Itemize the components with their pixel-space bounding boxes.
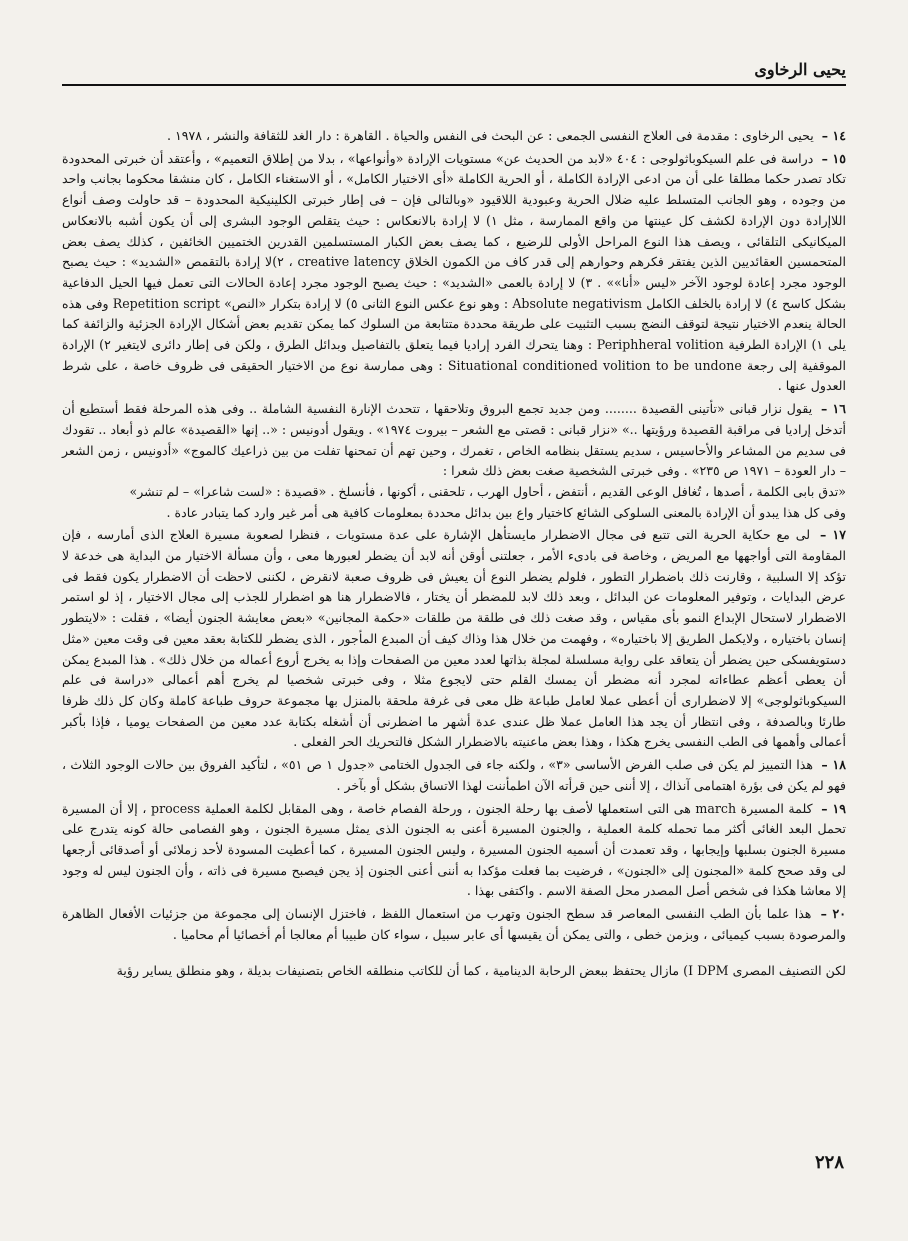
note-number: ١٥ – (821, 150, 846, 166)
note-text: لى مع حكاية الحرية التى تتبع فى مجال الاضطرار مايستأهل الإشارة على عدة مستويات ، فنظرا لصعوبة مسيرة العلاج الذى أمارسه ، فإن المقاومة التى أواجهها مع المريض ، وخاصة فى بادىء الأمر ، جعلتنى أوقن أنه لابد أن يضطر لعبورها معى ، وأن مسألة الاختيار من البداية هى خدعة لا تؤكد إلا السلبية ، وقارنت ذلك باضطرار التطور ، فلولم يضطر النوع أن يعيش فى ظروف صعبة لانقرض ، لكننى لاحظت أن الاضطرار يكون فقط فى عرض البدايات ، وتوفير المعلومات عن البدائل ، وبعد ذلك لابد للمضطر أن يختار ، فالاضطرار هنا هو اضطرار للجذب إلى مجال الاختيار ، إذ لو استمر الاضطرار لاستحال الإبداع النمو بأى مقياس ، وقد صغت ذلك فى طلقة من طلقات «حكمة المجانين» «بعض معايشة الجنون أيضا» ، فقلت : «لايتطور إنسان باختياره ، ولايكمل الطريق إلا باختياره» ، وفهمت من خلال هذا وذاك كيف أن المبدع المأجور ، الذى يضطر للكتابة بعقد معين فى وقت معين «مثل دستويفسكى حين يضطر أن يتعاقد على رواية مسلسلة لمجلة بذاتها لعدد معين من الصفحات وإذا به يخرج أروع أعماله من خلال ذلك» . هذا المبدع يمكن أن يعطى أعظم عطاءاته لمجرد أنه مضطر أن يمسك القلم حتى لايجوع مثلا ، وفى خبرتى شخصيا لم يخرج أهم أعمالى «دراسة فى علم السيكوباثولوجى» إلا لاضطرارى أن أعطى عملا لعامل طباعة ظل معى فى غرفة ملحقة بالمنزل بها مجموعة حروف طباعة كاملة وكان كل ذلك ظرفا طارئا وبالصدفة ، وفى انتظار أن يجد هذا العامل عملا ظل عندى عدة أشهر ما اضطرنى أن أشغله بكتابة عدد معين من الصفحات يوميا ، فإذا بأكبر أعمالى وأهمها فى الطب النفسى يخرج هكذا ، وهذا بعض ماعنيته بالاضطرار الشكل فالتحريك الحر الفعلى . (62, 527, 846, 750)
note-text: دراسة فى علم السيكوباثولوجى : ٤٠٤ «لابد من الحديث عن» مستويات الإرادة «وأنواعها» ، بدلا من إطلاق التعميم» ، وأعتقد أن خبرتى المحدودة تكاد تصدر حكما مطلقا على أن من ادعى الإرادة الكاملة ، أو الحرية الكاملة «أى الاختيار الكامل» ، أو الاستغناء الكامل ، كان منشقا محكوما بجانب واحد من وجوده ، وهو الجانب المتسلط عليه ضلال الحرية وعبودية اللاقيود «وبالتالى فإن – فى إطار خبرتى الكلينيكية المحدودة – قد حاولت وصف أنواع اللاإرادة دون الإرادة لكشف كل عينتها من واقع الممارسة ، مثل ١) لا إرادة بالانعكاس : حيث يتقلص الوجود البشرى إلى أن يكون أشبه بالانعكاس الميكانيكى التلقائى ، ويصف هذا النوع المراحل الأولى للرضيع ، كما يصف بعض الكبار المستسلمين القدرين الختميين الخائفين ، كذلك يصف بعض المتحمسين العقائديين الذين يفتقر فكرهم وحوارهم إلى قدر كاف من الكمون الخلاق creative latency ، ٢)لا إرادة بالتقمص «الشديد» : حيث يصبح الوجود مجرد إعادة لوجود الآخر «ليس «أنا»» . ٣) لا إرادة بالعمى «الشديد» : حيث يصبح الوجود مجرد إعادة الحالات التى تعمل فيها الحيل الدفاعية بشكل كاسح ٤) لا إرادة بالخلف الكامل Absolute negativism : وهو نوع عكس النوع الثانى ٥) لا إرادة بتكرار «النص» Repetition script وفى هذه الحالة ينعدم الاختيار نتيجة لتوقف النضج بسبب التثبيت على طريقة محددة متتابعة من السلوك كما يمكن تقديم بعض أشكال الإرادة الجزئية والزائفة كما يلى ١) الإرادة الطرفية Periphheral volition : وهنا يتحرك الفرد إراديا فيما يتعلق بالتفاصيل وبدائل الطرق ، ولكن فى إطار دائرى لايتغير ٢) الإرادة الموقفية إلى رجعة Situational conditioned volition to be undone : وهى ممارسة نوع من الاختيار الحقيقى فى ظروف خاصة ، على شرط العدول عنها . (62, 150, 847, 394)
note-number: ١٩ – (821, 800, 846, 816)
running-header (62, 58, 846, 86)
note-number: ١٤ – (821, 128, 846, 143)
note-text: كلمة المسيرة march هى التى استعملها لأصف بها رحلة الجنون ، ورحلة الفصام خاصة ، وهى المقابل لكلمة العملية process ، إلا أن المسيرة تحمل البعد الغائى أكثر مما تحمله كلمة العملية ، والجنون المسيرة أعنى به الجنون الذى يمثل مسيرة الجنون ، وهو الفصامى حالة كونه يتدرج على مسيرة الجنون بسلبها وإيجابها ، وقد تعمدت أن أسميه الجنون المسيرة ، وليس الجنون المسيرة ، كما أعطيت المسودة لأحد زملائى أو أصدقائى أرجعها لى وقد صحح كلمة «المجنون إلى «الجنون» ، فرضيت بما فعلت مؤكدا به أننى أعنى الجنون إذ يجن فيصبح مسيرة فى ذاته ، وأن الجنون ليس له وجود إلا معاشا هكذا فى شخص أصل المصدر محل الصفة الاسم . واكتفى بهذا . (62, 800, 846, 899)
note-text: هذا علما بأن الطب النفسى المعاصر قد سطح الجنون وتهرب من استعمال اللفظ ، فاختزل الإنسان إلى مجموعة من جزئيات الأفعال الظاهرة والمرصودة بسبب كيميائى ، وبزمن خطى ، والتى يمكن أن يقيسها أى عابر سبيل ، سواء كان طبيبا أم معالجا أم أخصائيا أم محاميا . (62, 906, 846, 942)
note-text: يقول نزار قبانى «تأتينى القصيدة ........ ومن جديد تجمع البروق وتلاحقها ، تتحدث الإنارة النفسية الشاملة .. وفى هذه المرحلة فقط أستطيع أن أتدخل إراديا فى مراقبة القصيدة ورؤيتها ..» «نزار قبانى : قصتى مع الشعر – بيروت ١٩٧٤» . ويقول أدونيس : «.. إنها «القصيدة» عالم ذو أبعاد .. تقودك فى سديم من المشاعر والأحاسيس ، سديم يستقل بنظامه الخاص ، تغمرك ، وحين تهم أن تمحنها تفلت من بين ذراعيك كالموج» «أدونيس ، زمن الشعر – دار العودة – ١٩٧١ ص ٢٣٥» . وفى خبرتى الشخصية صغت بعض ذلك شعرا : (62, 401, 846, 479)
note-15 (62, 149, 846, 397)
note-number: ٢٠ – (820, 906, 846, 922)
note-16 (62, 399, 846, 523)
note-number: ١٧ – (819, 527, 846, 543)
note-continuation: وفى كل هذا يبدو أن الإرادة بالمعنى السلوكى الشائع كاختيار واع بين بدائل محددة بمعلومات كافية هى أمر غير وارد كما يتبادر عادة . (166, 504, 846, 520)
note-number: ١٦ – (821, 401, 846, 417)
closing-paragraph: لكن التصنيف المصرى I DPM) مازال يحتفظ ببعض الرحابة الدينامية ، كما أن للكاتب منطلقه الخاص بتصنيفات بديلة ، وهو منطلق يساير رؤية (116, 963, 846, 979)
note-14 (62, 126, 846, 147)
note-19 (62, 799, 846, 903)
endnotes (62, 126, 846, 945)
note-18 (62, 755, 846, 796)
page-number: ٢٢٨ (814, 1152, 844, 1173)
note-20 (62, 904, 846, 945)
header-author: يحيى الرخاوى (746, 60, 846, 79)
note-text: يحيى الرخاوى : مقدمة فى العلاج النفسى الجمعى : عن البحث فى النفس والحياة . القاهرة : دار الغد للثقافة والنشر ، ١٩٧٨ . (166, 128, 814, 143)
poem-stanza: «تدق بابى الكلمة ، أصدها ، تُغافل الوعى القديم ، أنتفض ، أحاول الهرب ، تلحقنى ، أكونها ، فأنسلخ . «قصيدة : «لست شاعرا» – لم تنشر» (129, 483, 846, 499)
note-text: هذا التمييز لم يكن فى صلب الفرض الأساسى «٣» ، ولكنه جاء فى الجدول الختامى «جدول ١ ص ٥١» ، لتأكيد الفروق بين حالات الوجود الثلاث ، فهو لم يكن فى بؤرة اهتمامى آنذاك ، إلا أننى حين قرأته الآن اطمأننت لهذا الاتساق بشكل أو بآخر . (62, 757, 846, 793)
note-number: ١٨ – (821, 757, 846, 773)
note-17 (62, 525, 846, 753)
